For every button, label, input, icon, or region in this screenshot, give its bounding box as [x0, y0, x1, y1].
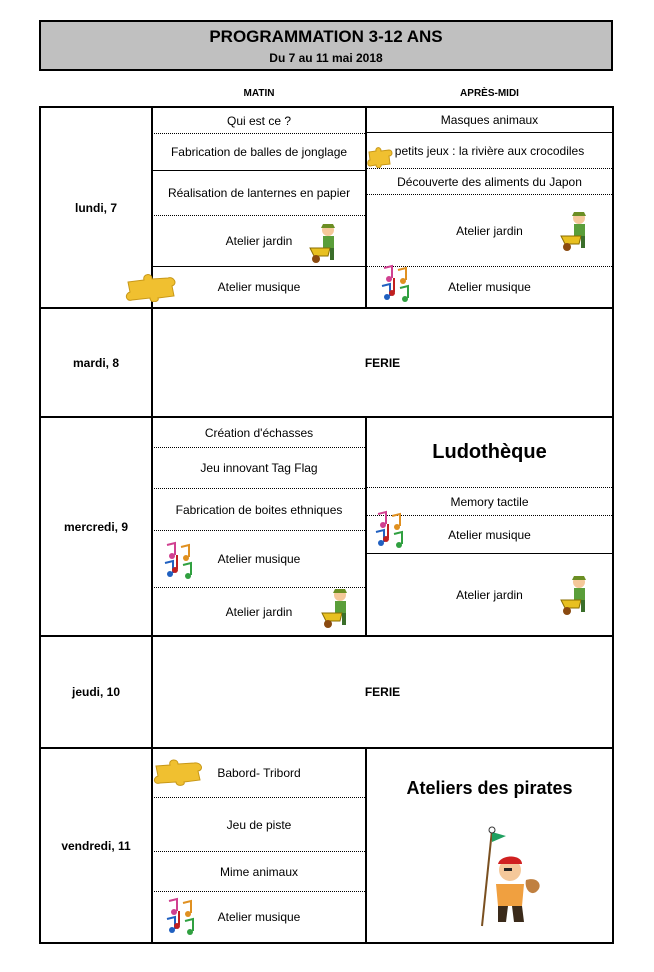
puzzle-piece-icon: [367, 146, 393, 168]
activity-cell: Découverte des aliments du Japon: [397, 174, 582, 189]
ludotheque-title: Ludothèque: [432, 441, 547, 463]
page-header: [39, 20, 613, 71]
activity-cell: Atelier musique: [448, 527, 531, 542]
music-notes-icon: [161, 541, 199, 581]
activity-cell: Masques animaux: [440, 113, 539, 127]
activity-cell: Fabrication de balles de jonglage: [170, 145, 348, 159]
holiday-label: FERIE: [364, 355, 401, 370]
activity-cell: Atelier musique: [217, 552, 301, 566]
gardener-wheelbarrow-icon: [318, 587, 358, 629]
page-title: PROGRAMMATION 3-12 ANS: [209, 27, 443, 46]
activity-cell: Atelier musique: [448, 280, 531, 294]
activity-cell: Atelier musique: [217, 910, 301, 924]
col-header-morning: MATIN: [243, 88, 275, 99]
activity-cell: Babord- Tribord: [217, 766, 301, 780]
activity-cell: Atelier musique: [217, 280, 301, 294]
gardener-wheelbarrow-icon: [557, 210, 597, 252]
activity-cell: Création d'échasses: [204, 425, 314, 440]
day-label-monday: lundi, 7: [75, 200, 117, 215]
pirate-kid-icon: [470, 826, 550, 932]
holiday-label: FERIE: [364, 685, 401, 699]
day-label-wednesday: mercredi, 9: [63, 519, 129, 534]
gardener-wheelbarrow-icon: [557, 574, 597, 616]
activity-cell: petits jeux : la rivière aux crocodiles: [394, 143, 585, 158]
pirates-title: Ateliers des pirates: [406, 777, 573, 798]
activity-cell: Atelier jardin: [456, 587, 523, 602]
col-header-afternoon: APRÈS-MIDI: [460, 88, 519, 99]
activity-cell: Réalisation de lanternes en papier: [167, 186, 351, 200]
activity-cell: Jeu de piste: [226, 817, 292, 832]
puzzle-piece-icon: [124, 272, 180, 302]
day-label-thursday: jeudi, 10: [71, 685, 121, 699]
page-subtitle: Du 7 au 11 mai 2018: [269, 51, 383, 65]
activity-cell: Mime animaux: [219, 864, 299, 879]
activity-cell: Qui est ce ?: [226, 113, 292, 128]
activity-cell: Atelier jardin: [225, 604, 293, 619]
activity-cell: Atelier jardin: [456, 223, 523, 238]
day-label-tuesday: mardi, 8: [72, 355, 120, 370]
gardener-wheelbarrow-icon: [306, 222, 346, 264]
music-notes-icon: [163, 897, 201, 937]
activity-cell: Jeu innovant Tag Flag: [200, 461, 318, 475]
music-notes-icon: [372, 510, 410, 550]
activity-cell: Memory tactile: [450, 494, 529, 509]
puzzle-piece-icon: [152, 758, 206, 786]
activity-cell: Atelier jardin: [225, 234, 293, 248]
day-label-friday: vendredi, 11: [61, 838, 131, 853]
music-notes-icon: [378, 264, 416, 304]
activity-cell: Fabrication de boites ethniques: [175, 502, 343, 517]
